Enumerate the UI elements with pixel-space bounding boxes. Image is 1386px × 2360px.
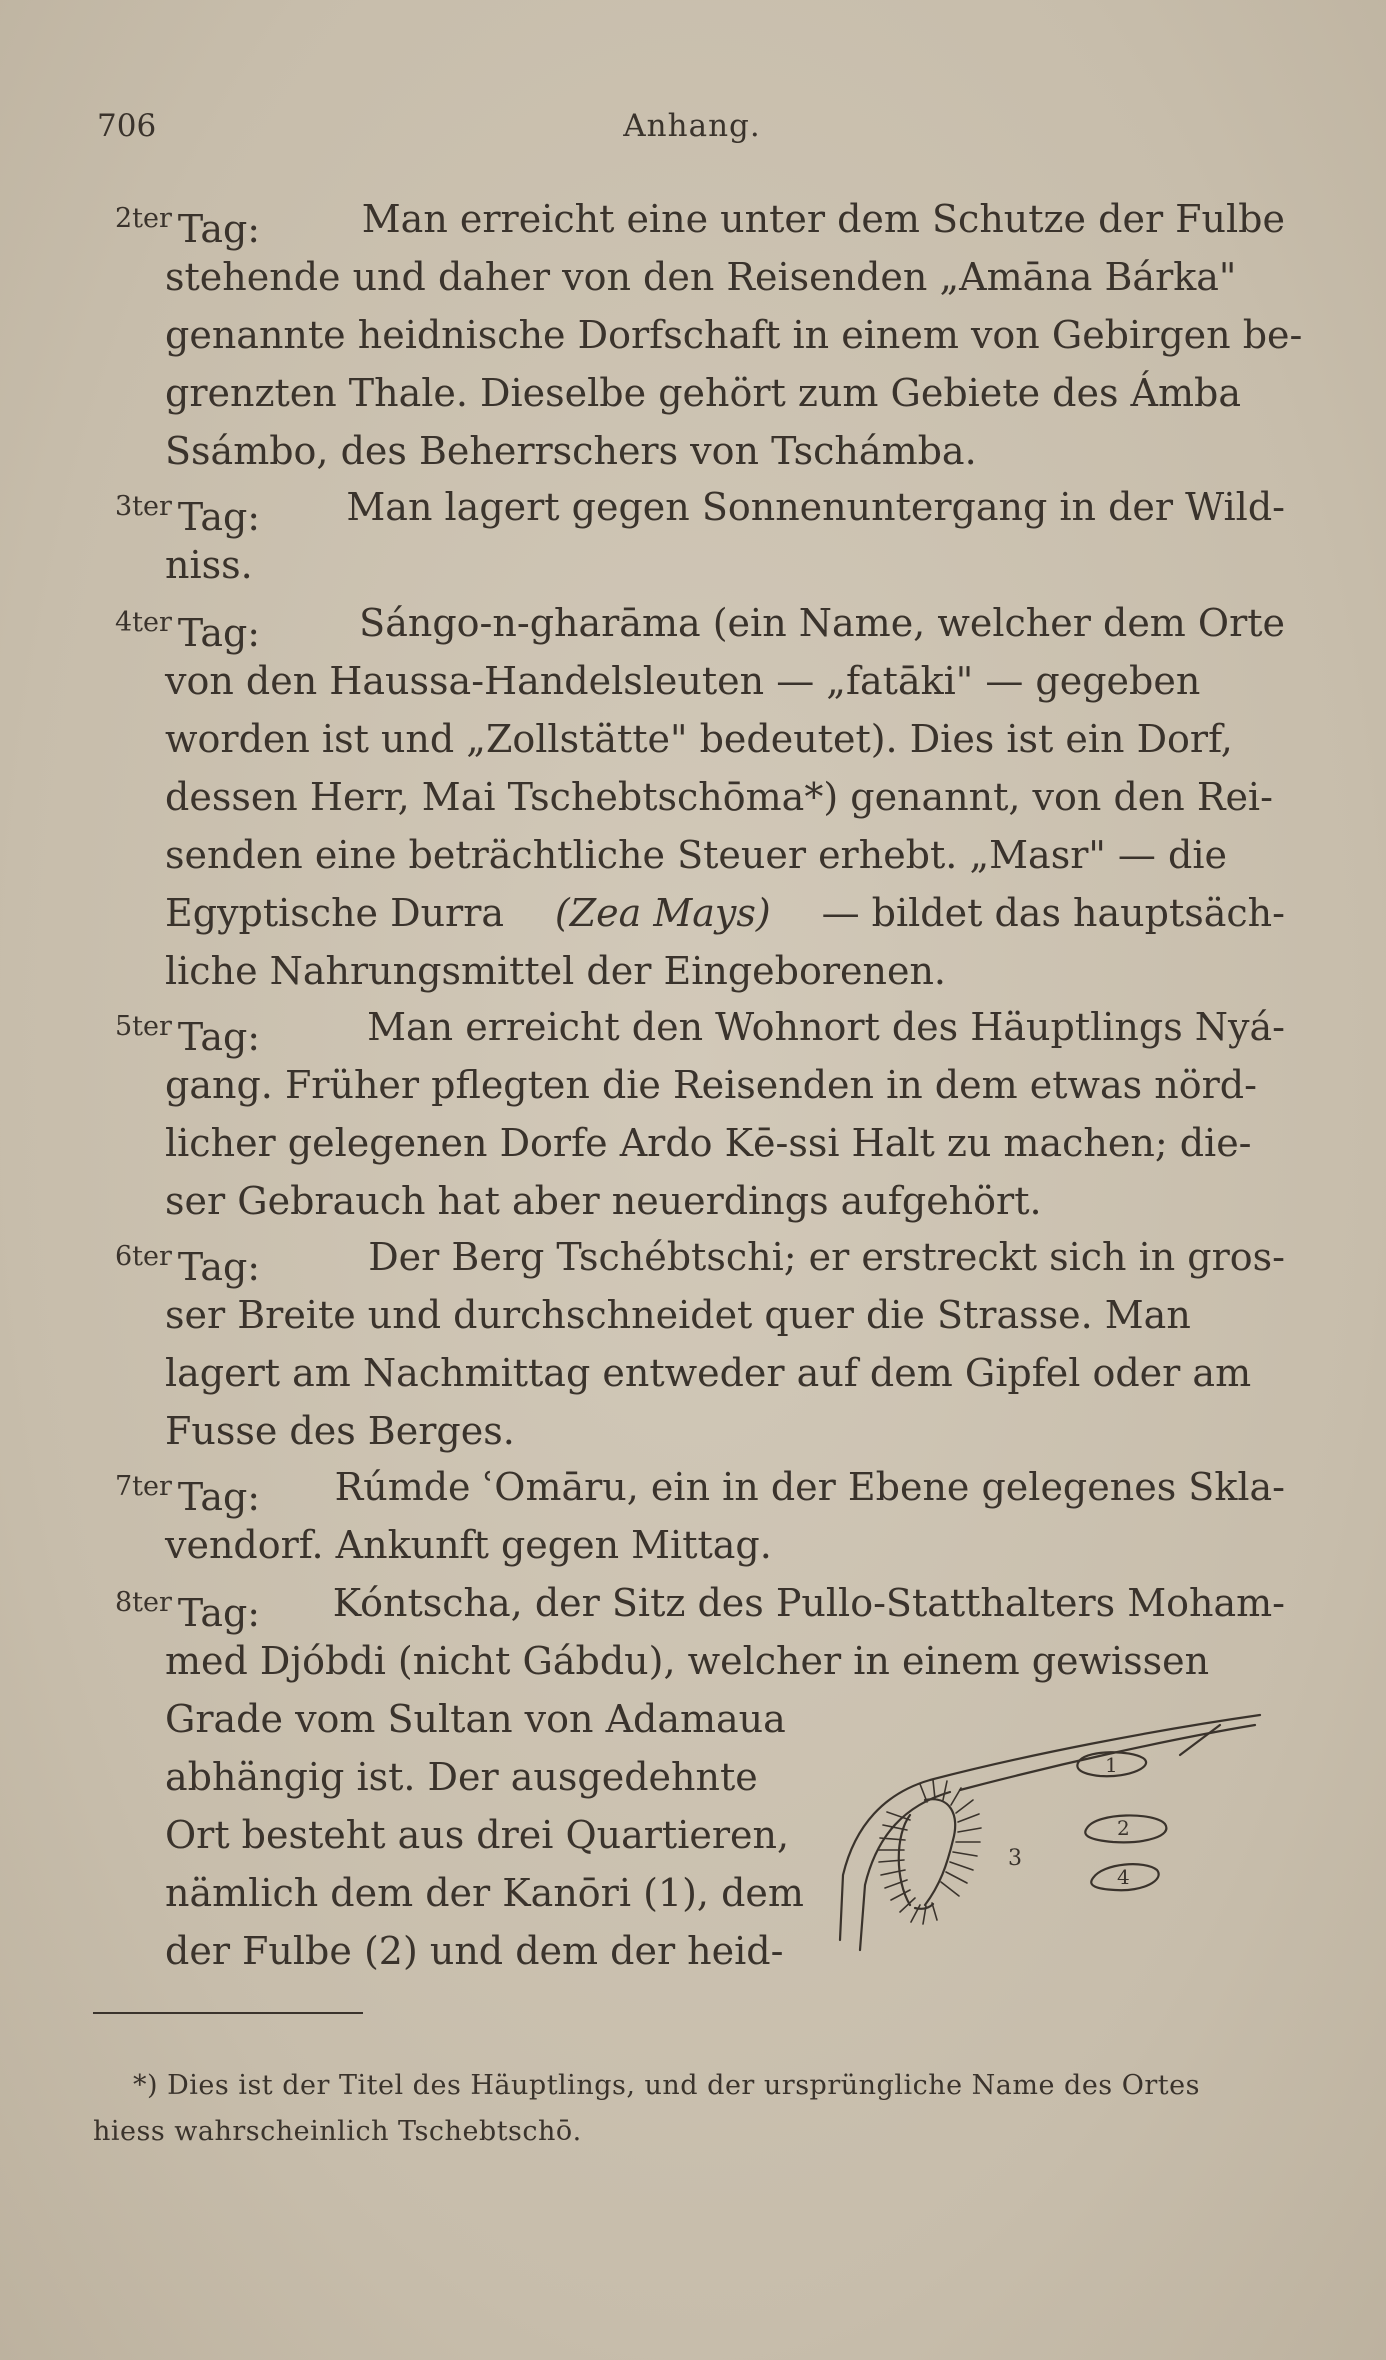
entry-line: gang. Früher pflegten die Reisenden in dem etwas nörd- [165,1063,1257,1107]
quarter-label-1: 1 [1105,1753,1118,1777]
entry-line: Grade vom Sultan von Adamaua [165,1697,786,1741]
entry-text: Rúmde ʿOmāru, ein in der Ebene gelegenes Skla- [334,1465,1285,1509]
road-line [860,1792,950,1950]
entry-line: Ssámbo, des Beherrschers von Tschámba. [165,429,977,473]
quarter-label-4: 4 [1117,1865,1130,1889]
entry-line: abhängig ist. Der ausgedehnte [165,1755,758,1799]
entry-line: liche Nahrungsmittel der Eingeborenen. [165,949,947,993]
quarter-label-2: 2 [1117,1816,1130,1840]
entry-text: — bildet das hauptsäch- [821,891,1285,935]
entry-line: von den Haussa-Handelsleuten — „fatāki" — gegeben [165,659,1201,703]
entry-line: stehende und daher von den Reisenden „Amāna Bárka" [165,255,1237,299]
entry-text: Egyptische Durra [165,891,505,935]
italic-term: (Zea Mays) [554,891,771,935]
entry-line [165,884,1285,942]
entry-text: Man erreicht den Wohnort des Häuptlings Nyá- [367,1005,1285,1049]
entry-text: Man erreicht eine unter dem Schutze der Fulbe [361,197,1285,241]
day-ordinal: 3ter [115,491,172,522]
footnote-rule [93,2012,363,2014]
entry-line: Ort besteht aus drei Quartieren, [165,1813,790,1857]
footnote-line: *) Dies ist der Titel des Häuptlings, und der ursprüngliche Name des Ortes [133,2070,1200,2101]
entry-text: Der Berg Tschébtschi; er erstreckt sich in gros- [368,1235,1285,1279]
entry-line [115,478,1285,546]
entry-line: licher gelegenen Dorfe Ardo Kē-ssi Halt zu machen; die- [165,1121,1252,1165]
day-ordinal: 2ter [115,203,172,234]
footnote-line: hiess wahrscheinlich Tschebtschō. [93,2116,582,2147]
day-label: Tag: [177,495,261,539]
quarter-label-3: 3 [1008,1846,1022,1871]
entry-line: ser Gebrauch hat aber neuerdings aufgehört. [165,1179,1042,1223]
day-label: Tag: [177,207,261,251]
day-label: Tag: [177,1245,261,1289]
entry-line: ser Breite und durchschneidet quer die Strasse. Man [165,1293,1191,1337]
entry-line: der Fulbe (2) und dem der heid- [165,1929,784,1973]
entry-text: Sángo-n-gharāma (ein Name, welcher dem Orte [359,601,1285,645]
entry-text: Man lagert gegen Sonnenuntergang in der Wild- [346,485,1285,529]
entry-line: lagert am Nachmittag entweder auf dem Gipfel oder am [165,1351,1252,1395]
town-quarters-sketch [825,1700,1265,1970]
entry-line: senden eine beträchtliche Steuer erhebt. „Masr" — die [165,833,1227,877]
entry-line: Fusse des Berges. [165,1409,515,1453]
day-label: Tag: [177,1591,261,1635]
entry-line: niss. [165,543,253,587]
entry-line: genannte heidnische Dorfschaft in einem von Gebirgen be- [165,313,1303,357]
entry-line: vendorf. Ankunft gegen Mittag. [165,1523,772,1567]
day-ordinal: 5ter [115,1011,172,1042]
entry-line: med Djóbdi (nicht Gábdu), welcher in einem gewissen [165,1639,1210,1683]
entry-line: worden ist und „Zollstätte" bedeutet). Dies ist ein Dorf, [165,717,1233,761]
day-ordinal: 7ter [115,1471,172,1502]
day-label: Tag: [177,1015,261,1059]
entry-line: nämlich dem der Kanōri (1), dem [165,1871,804,1915]
entry-text: Kóntscha, der Sitz des Pullo-Statthalters Moham- [332,1581,1285,1625]
entry-line: grenzten Thale. Dieselbe gehört zum Gebiete des Ámba [165,371,1241,415]
hachure-marks [920,1780,981,1896]
page-header [97,108,1287,148]
page-number: 706 [97,108,157,144]
day-label: Tag: [177,1475,261,1519]
day-label: Tag: [177,611,261,655]
entry-line: dessen Herr, Mai Tschebtschōma*) genannt, von den Rei- [165,775,1273,819]
day-ordinal: 8ter [115,1587,172,1618]
day-ordinal: 4ter [115,607,172,638]
road-line [1180,1725,1220,1755]
running-title: Anhang. [623,108,761,144]
day-ordinal: 6ter [115,1241,172,1272]
